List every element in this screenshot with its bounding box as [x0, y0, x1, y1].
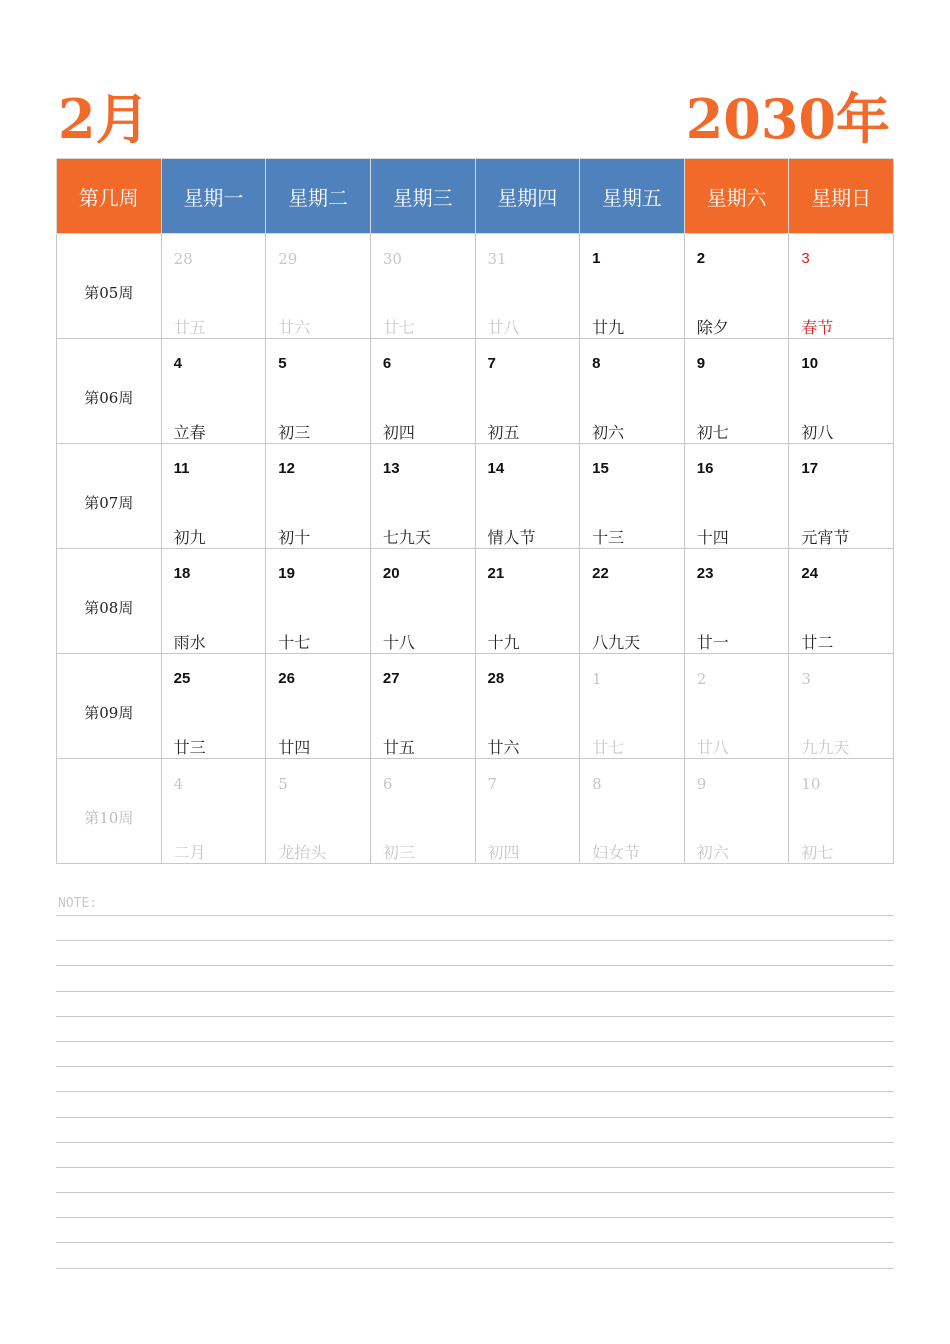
day-cell[interactable]	[684, 339, 789, 444]
note-line	[56, 1218, 894, 1243]
lunar-date: 二月	[173, 843, 206, 862]
day-cell[interactable]	[789, 759, 894, 864]
note-lines[interactable]	[56, 915, 894, 1269]
day-number: 5	[278, 775, 288, 793]
week-row	[57, 234, 894, 339]
day-number: 11	[173, 460, 190, 477]
lunar-date: 初四	[487, 843, 520, 862]
day-cell[interactable]	[580, 444, 685, 549]
week-row	[57, 654, 894, 759]
day-number: 10	[801, 775, 821, 793]
lunar-date: 除夕	[696, 318, 729, 337]
lunar-date: 廿三	[173, 738, 206, 757]
day-cell[interactable]	[475, 444, 580, 549]
day-cell[interactable]	[684, 549, 789, 654]
lunar-date: 廿四	[278, 738, 311, 757]
day-number: 29	[278, 250, 298, 268]
lunar-date: 初六	[592, 423, 625, 442]
note-line	[56, 1067, 894, 1092]
header-tuesday: 星期二	[266, 159, 371, 234]
week-row	[57, 339, 894, 444]
day-number: 12	[278, 460, 295, 477]
day-cell[interactable]	[789, 549, 894, 654]
weekday-header-row	[57, 159, 894, 234]
lunar-date: 初四	[382, 423, 415, 442]
lunar-date: 十八	[382, 633, 415, 652]
day-number: 3	[801, 250, 810, 267]
lunar-date: 初十	[278, 528, 311, 547]
week-row	[57, 549, 894, 654]
day-number: 17	[801, 460, 819, 477]
lunar-date: 初七	[801, 843, 834, 862]
header-friday: 星期五	[580, 159, 685, 234]
note-line	[56, 1193, 894, 1218]
lunar-date: 春节	[801, 318, 834, 337]
note-line	[56, 1143, 894, 1168]
day-cell[interactable]	[161, 759, 266, 864]
day-cell[interactable]	[266, 339, 371, 444]
lunar-date: 十七	[278, 633, 311, 652]
day-number: 8	[592, 775, 602, 793]
day-number: 13	[382, 460, 400, 477]
note-line	[56, 941, 894, 966]
day-number: 1	[592, 250, 601, 267]
header-week-number: 第几周	[57, 159, 162, 234]
day-number: 25	[173, 670, 191, 687]
day-cell[interactable]	[266, 549, 371, 654]
lunar-date: 初三	[382, 843, 415, 862]
lunar-date: 八九天	[592, 633, 641, 652]
lunar-date: 十三	[592, 528, 625, 547]
day-cell[interactable]	[161, 339, 266, 444]
day-number: 7	[487, 775, 498, 793]
header-monday: 星期一	[161, 159, 266, 234]
day-cell[interactable]	[789, 444, 894, 549]
day-cell[interactable]	[684, 759, 789, 864]
lunar-date: 雨水	[173, 633, 206, 652]
note-line	[56, 1168, 894, 1193]
lunar-date: 廿二	[801, 633, 834, 652]
day-cell[interactable]	[266, 654, 371, 759]
day-cell[interactable]	[370, 654, 475, 759]
day-number: 28	[173, 250, 193, 268]
day-number: 2	[696, 670, 707, 688]
lunar-date: 初七	[696, 423, 729, 442]
day-number: 9	[696, 775, 707, 793]
note-line	[56, 1243, 894, 1268]
week-row	[57, 759, 894, 864]
day-number: 2	[696, 250, 706, 267]
lunar-date: 九九天	[801, 738, 850, 757]
week-number-label: 第09周	[84, 704, 134, 722]
lunar-date: 廿九	[592, 318, 625, 337]
day-cell[interactable]	[370, 759, 475, 864]
lunar-date: 妇女节	[592, 843, 641, 862]
week-number-label: 第08周	[84, 599, 134, 617]
week-number-cell	[57, 444, 162, 549]
week-number-cell	[57, 654, 162, 759]
year-title: 2030年	[685, 87, 890, 151]
lunar-date: 十九	[487, 633, 520, 652]
lunar-date: 七九天	[382, 528, 431, 547]
day-number: 6	[382, 355, 392, 372]
lunar-date: 廿六	[487, 738, 520, 757]
day-number: 28	[487, 670, 505, 687]
day-cell[interactable]	[684, 234, 789, 339]
note-line	[56, 1042, 894, 1067]
header-wednesday: 星期三	[370, 159, 475, 234]
note-line	[56, 1118, 894, 1143]
day-number: 24	[801, 565, 819, 582]
day-number: 22	[592, 565, 609, 582]
lunar-date: 廿一	[696, 633, 729, 652]
month-title: 2月	[58, 87, 150, 151]
day-number: 3	[801, 670, 811, 688]
day-cell[interactable]	[684, 654, 789, 759]
lunar-date: 初三	[278, 423, 311, 442]
day-number: 31	[487, 250, 507, 268]
week-number-cell	[57, 759, 162, 864]
lunar-date: 初八	[801, 423, 834, 442]
day-cell[interactable]	[266, 444, 371, 549]
day-cell[interactable]	[266, 759, 371, 864]
week-number-label: 第10周	[84, 809, 134, 827]
lunar-date: 初六	[696, 843, 729, 862]
day-cell[interactable]	[475, 339, 580, 444]
day-cell[interactable]	[161, 549, 266, 654]
note-line	[56, 992, 894, 1017]
day-number: 15	[592, 460, 609, 477]
day-cell[interactable]	[789, 234, 894, 339]
day-number: 20	[382, 565, 400, 582]
week-number-label: 第06周	[84, 389, 134, 407]
day-cell[interactable]	[161, 234, 266, 339]
day-cell[interactable]	[580, 549, 685, 654]
day-cell[interactable]	[580, 759, 685, 864]
day-number: 21	[487, 565, 505, 582]
lunar-date: 立春	[173, 423, 206, 442]
day-number: 10	[801, 355, 819, 372]
day-number: 4	[173, 775, 184, 793]
week-number-label: 第05周	[84, 284, 134, 302]
lunar-date: 廿八	[487, 318, 520, 337]
day-number: 9	[696, 355, 706, 372]
lunar-date: 廿六	[278, 318, 311, 337]
lunar-date: 元宵节	[801, 528, 850, 547]
lunar-date: 廿五	[382, 738, 415, 757]
day-number: 4	[173, 355, 182, 372]
day-cell[interactable]	[475, 549, 580, 654]
lunar-date: 情人节	[487, 528, 536, 547]
header-saturday: 星期六	[684, 159, 789, 234]
day-number: 18	[173, 565, 191, 582]
header-sunday: 星期日	[789, 159, 894, 234]
day-number: 5	[278, 355, 287, 372]
day-cell[interactable]	[475, 759, 580, 864]
day-number: 1	[592, 670, 602, 688]
week-number-cell	[57, 549, 162, 654]
lunar-date: 廿七	[592, 738, 625, 757]
note-label: NOTE:	[58, 896, 98, 911]
day-cell[interactable]	[580, 234, 685, 339]
day-number: 27	[382, 670, 400, 687]
lunar-date: 初五	[487, 423, 520, 442]
day-number: 23	[696, 565, 714, 582]
lunar-date: 廿五	[173, 318, 206, 337]
day-cell[interactable]	[370, 549, 475, 654]
lunar-date: 廿七	[382, 318, 415, 337]
day-number: 8	[592, 355, 601, 372]
day-cell[interactable]	[789, 339, 894, 444]
note-line	[56, 966, 894, 991]
day-cell[interactable]	[161, 444, 266, 549]
day-cell[interactable]	[370, 234, 475, 339]
week-number-cell	[57, 339, 162, 444]
day-cell[interactable]	[161, 654, 266, 759]
note-line	[56, 916, 894, 941]
week-number-cell	[57, 234, 162, 339]
day-number: 30	[382, 250, 402, 268]
day-cell[interactable]	[475, 654, 580, 759]
header-thursday: 星期四	[475, 159, 580, 234]
day-number: 19	[278, 565, 295, 582]
day-number: 6	[382, 775, 393, 793]
day-number: 7	[487, 355, 496, 372]
lunar-date: 初九	[173, 528, 206, 547]
day-cell[interactable]	[266, 234, 371, 339]
lunar-date: 十四	[696, 528, 729, 547]
day-number: 14	[487, 460, 505, 477]
week-number-label: 第07周	[84, 494, 134, 512]
day-cell[interactable]	[370, 339, 475, 444]
day-cell[interactable]	[789, 654, 894, 759]
day-cell[interactable]	[370, 444, 475, 549]
day-cell[interactable]	[580, 339, 685, 444]
day-number: 26	[278, 670, 295, 687]
day-cell[interactable]	[475, 234, 580, 339]
lunar-date: 龙抬头	[278, 843, 327, 862]
note-line	[56, 1017, 894, 1042]
week-row	[57, 444, 894, 549]
lunar-date: 廿八	[696, 738, 729, 757]
note-line	[56, 1092, 894, 1117]
day-number: 16	[696, 460, 714, 477]
day-cell[interactable]	[580, 654, 685, 759]
calendar-grid	[56, 158, 894, 864]
day-cell[interactable]	[684, 444, 789, 549]
